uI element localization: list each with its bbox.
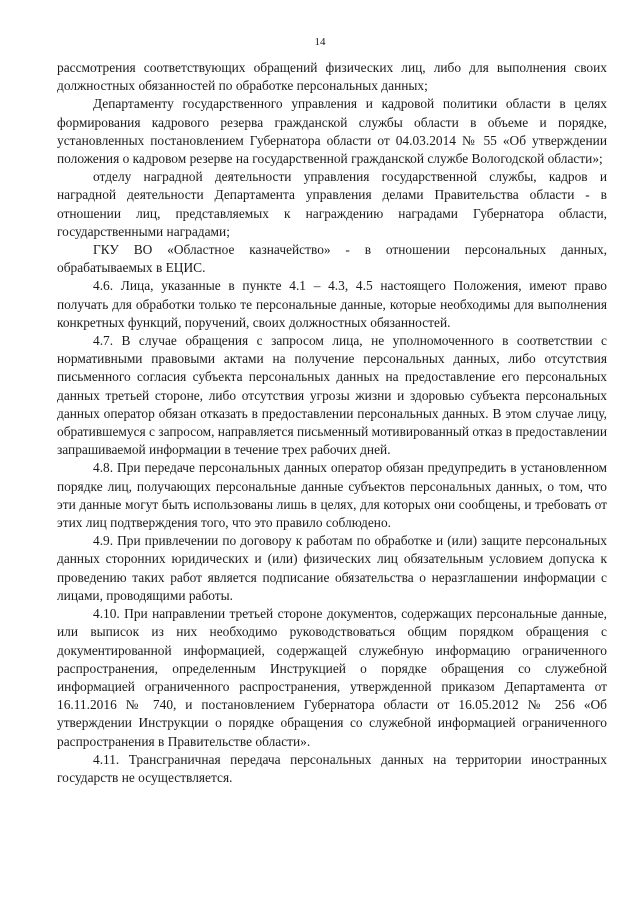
document-body	[57, 59, 607, 787]
paragraph: рассмотрения соответствующих обращений физических лиц, либо для выполнения своих должностных обязанностей по обработке персональных данных;	[57, 60, 607, 94]
paragraph: 4.7. В случае обращения с запросом лица, не уполномоченного в соответствии с нормативными правовыми актами на получение персональных данных, либо отсутствия письменного согласия субъекта персональных данных на предоставление его персональных данных третьей стороне, либо отсутствия угрозы жизни и здоровью субъекта персональных данных оператор обязан отказать в предоставлении персональных данных. В этом случае лицу, обратившемуся с запросом, направляется письменный мотивированный отказ в предоставлении запрашиваемой информации в течение трех рабочих дней.	[57, 333, 607, 458]
paragraph: отделу наградной деятельности управления государственной службы, кадров и наградной деятельности Департамента управления делами Правительства области - в отношении лиц, представляемых к награждению наградами Губернатора области, государственными наградами;	[57, 169, 607, 239]
paragraph: ГКУ ВО «Областное казначейство» - в отношении персональных данных, обрабатываемых в ЕЦИС.	[57, 242, 607, 276]
paragraph: 4.6. Лица, указанные в пункте 4.1 – 4.3, 4.5 настоящего Положения, имеют право получать для обработки только те персональные данные, которые необходимы для выполнения конкретных функций, поручений, своих должностных обязанностей.	[57, 278, 607, 330]
paragraph: 4.8. При передаче персональных данных оператор обязан предупредить в установленном порядке лиц, получающих персональные данные субъектов персональных данных, о том, что эти данные могут быть использованы лишь в целях, для которых они сообщены, и требовать от этих лиц подтверждения того, что это правило соблюдено.	[57, 460, 607, 531]
page-number: 14	[314, 36, 326, 48]
paragraph: 4.9. При привлечении по договору к работам по обработке и (или) защите персональных данных сторонних юридических и (или) физических лиц обязательным условием допуска к проведению таких работ является подписание обязательства о неразглашении информации с лицами, проводящими работы.	[57, 533, 607, 603]
paragraph: Департаменту государственного управления и кадровой политики области в целях формирования кадрового резерва гражданской службы области в объеме и порядке, установленных постановлением Губернатора области от 04.03.2014 № 55 «Об утверждении положения о кадровом резерве на государственной гражданской службе Вологодской области»;	[57, 96, 607, 167]
paragraph: 4.11. Трансграничная передача персональных данных на территории иностранных государств не осуществляется.	[57, 751, 607, 785]
paragraph: 4.10. При направлении третьей стороне документов, содержащих персональные данные, или выписок из них необходимо руководствоваться общим порядком обращения с документированной информацией, содержащей служебную информацию ограниченного распространения, определенным Инструкцией о порядке обращения со служебной информацией ограниченного распространения, утвержденной приказом Департамента от 16.11.2016 № 740, и постановлением Губернатора области от 16.05.2012 № 256 «Об утверждении Инструкции о порядке обращения со служебной информацией ограниченного распространения в Правительстве области».	[57, 606, 607, 749]
